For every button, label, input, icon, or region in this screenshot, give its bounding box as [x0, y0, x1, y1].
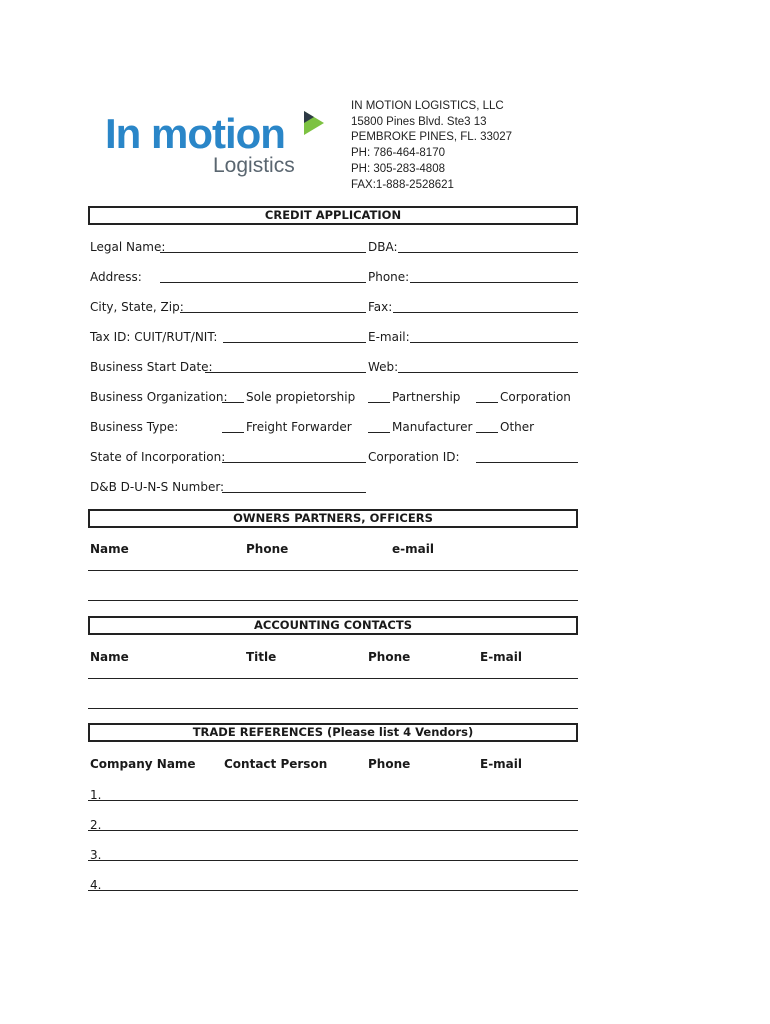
tax-id-field[interactable]	[223, 342, 366, 343]
web-label: Web:	[368, 360, 399, 374]
accounting-header: ACCOUNTING CONTACTS	[88, 616, 578, 635]
logo-subtitle: Logistics	[213, 154, 295, 177]
accounting-col-title: Title	[246, 650, 277, 664]
trade-row-number: 3.	[90, 848, 102, 862]
tax-id-label: Tax ID: CUIT/RUT/NIT:	[90, 330, 218, 344]
logo-wordmark: In motion	[105, 110, 285, 157]
accounting-col-name: Name	[90, 650, 129, 664]
business-start-date-label: Business Start Date:	[90, 360, 213, 374]
sole-propietorship-option: Sole propietorship	[246, 390, 356, 404]
email-label: E-mail:	[368, 330, 410, 344]
trade-row-line[interactable]	[88, 830, 578, 831]
partnership-checkbox[interactable]	[368, 402, 390, 403]
manufacturer-checkbox[interactable]	[368, 432, 390, 433]
dba-label: DBA:	[368, 240, 398, 254]
city-state-zip-field[interactable]	[180, 312, 366, 313]
trade-references-header: TRADE REFERENCES (Please list 4 Vendors)	[88, 723, 578, 742]
owners-row-line[interactable]	[88, 570, 578, 571]
duns-number-label: D&B D-U-N-S Number:	[90, 480, 225, 494]
web-field[interactable]	[398, 372, 578, 373]
trade-col-contact-person: Contact Person	[224, 757, 328, 771]
legal-name-field[interactable]	[160, 252, 366, 253]
other-checkbox[interactable]	[476, 432, 498, 433]
address-line: IN MOTION LOGISTICS, LLC	[351, 100, 504, 112]
trade-row-number: 2.	[90, 818, 102, 832]
trade-row-line[interactable]	[88, 800, 578, 801]
owners-col-name: Name	[90, 542, 129, 556]
address-line: PEMBROKE PINES, FL. 33027	[351, 131, 513, 144]
legal-name-label: Legal Name:	[90, 240, 166, 254]
freight-forwarder-option: Freight Forwarder	[246, 420, 352, 434]
address-line: 15800 Pines Blvd. Ste3 13	[351, 115, 487, 128]
fax-field[interactable]	[393, 312, 578, 313]
address-field[interactable]	[160, 282, 366, 283]
trade-row-number: 1.	[90, 788, 102, 802]
business-start-date-field[interactable]	[205, 372, 366, 373]
phone-field[interactable]	[410, 282, 578, 283]
owners-col-email: e-mail	[392, 542, 434, 556]
corporation-option: Corporation	[500, 390, 571, 404]
company-logo	[105, 105, 335, 185]
trade-col-phone: Phone	[368, 757, 411, 771]
trade-row-number: 4.	[90, 878, 102, 892]
business-type-label: Business Type:	[90, 420, 179, 434]
freight-forwarder-checkbox[interactable]	[222, 432, 244, 433]
email-field[interactable]	[410, 342, 578, 343]
duns-number-field[interactable]	[222, 492, 366, 493]
business-organization-label: Business Organization:	[90, 390, 228, 404]
credit-application-header: CREDIT APPLICATION	[88, 206, 578, 225]
owners-row-line[interactable]	[88, 600, 578, 601]
dba-field[interactable]	[398, 252, 578, 253]
sole-propietorship-checkbox[interactable]	[222, 402, 244, 403]
accounting-row-line[interactable]	[88, 678, 578, 679]
owners-col-phone: Phone	[246, 542, 289, 556]
address-label: Address:	[90, 270, 142, 284]
other-option: Other	[500, 420, 535, 434]
owners-header: OWNERS PARTNERS, OFFICERS	[88, 509, 578, 528]
fax-label: Fax:	[368, 300, 393, 314]
address-line: PH: 305-283-4808	[351, 162, 445, 175]
corporation-id-field[interactable]	[476, 462, 578, 463]
company-address	[351, 99, 512, 193]
partnership-option: Partnership	[392, 390, 461, 404]
address-line: PH: 786-464-8170	[351, 147, 445, 160]
city-state-zip-label: City, State, Zip:	[90, 300, 184, 314]
accounting-col-phone: Phone	[368, 650, 411, 664]
corporation-id-label: Corporation ID:	[368, 450, 460, 464]
accounting-col-email: E-mail	[480, 650, 523, 664]
address-line: FAX:1-888-2528621	[351, 178, 454, 191]
phone-label: Phone:	[368, 270, 410, 284]
trade-row-line[interactable]	[88, 890, 578, 891]
accounting-row-line[interactable]	[88, 708, 578, 709]
state-of-incorporation-field[interactable]	[222, 462, 366, 463]
logo-arrow-icon	[302, 109, 326, 137]
trade-col-email: E-mail	[480, 757, 523, 771]
corporation-checkbox[interactable]	[476, 402, 498, 403]
manufacturer-option: Manufacturer	[392, 420, 473, 434]
trade-col-company-name: Company Name	[90, 757, 196, 771]
trade-row-line[interactable]	[88, 860, 578, 861]
state-of-incorporation-label: State of Incorporation:	[90, 450, 226, 464]
